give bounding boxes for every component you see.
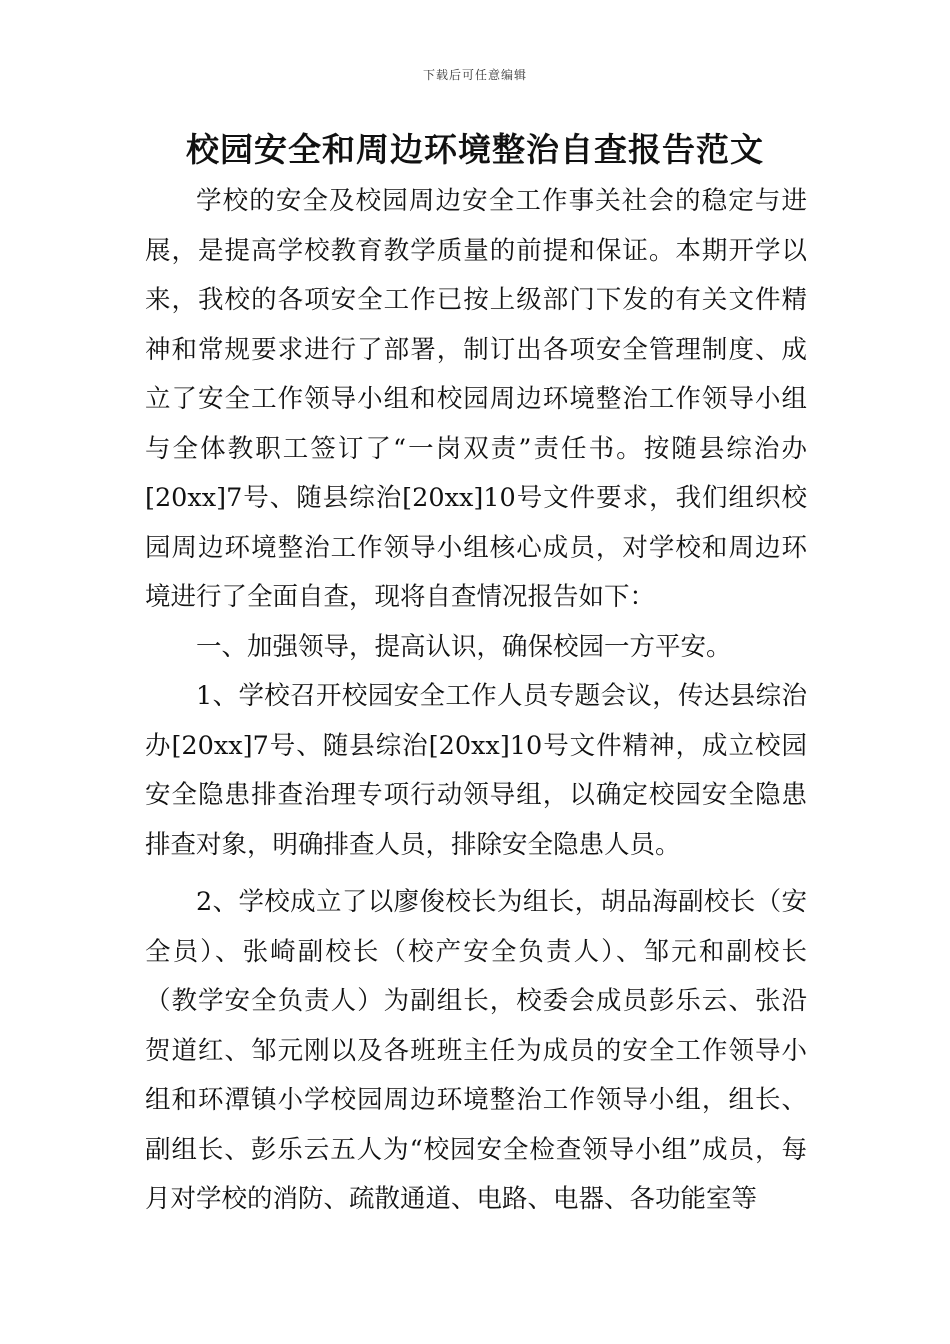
- paragraph-intro: 学校的安全及校园周边安全工作事关社会的稳定与进展，是提高学校教育教学质量的前提和保证。本期开学以来，我校的各项安全工作已按上级部门下发的有关文件精神和常规要求进行了部署，制订出各项安全管理制度、成立了安全工作领导小组和校园周边环境整治工作领导小组与全体教职工签订了“一岗双责”责任书。按随县综治办[20xx]7号、随县综治[20xx]10号文件要求，我们组织校园周边环境整治工作领导小组核心成员，对学校和周边环境进行了全面自查，现将自查情况报告如下：: [145, 186, 807, 612]
- paragraph-item-2: 2、学校成立了以廖俊校长为组长，胡品海副校长（安全员）、张崎副校长（校产安全负责人）、邹元和副校长（教学安全负责人）为副组长，校委会成员彭乐云、张沿贺道红、邹元刚以及各班班主任为成员的安全工作领导小组和环潭镇小学校园周边环境整治工作领导小组，组长、副组长、彭乐云五人为“校园安全检查领导小组”成员，每月对学校的消防、疏散通道、电路、电器、各功能室等: [145, 887, 807, 1214]
- header-note: 下载后可任意编辑: [422, 68, 527, 82]
- paragraph-item-1: 1、学校召开校园安全工作人员专题会议，传达县综治办[20xx]7号、随县综治[20xx]10号文件精神，成立校园安全隐患排查治理专项行动领导组，以确定校园安全隐患排查对象，明确排查人员，排除安全隐患人员。: [145, 681, 807, 860]
- document-title: 校园安全和周边环境整治自查报告范文: [186, 130, 764, 169]
- paragraph-section-heading: 一、加强领导，提高认识，确保校园一方平安。: [196, 631, 732, 662]
- document-body: [145, 177, 807, 1225]
